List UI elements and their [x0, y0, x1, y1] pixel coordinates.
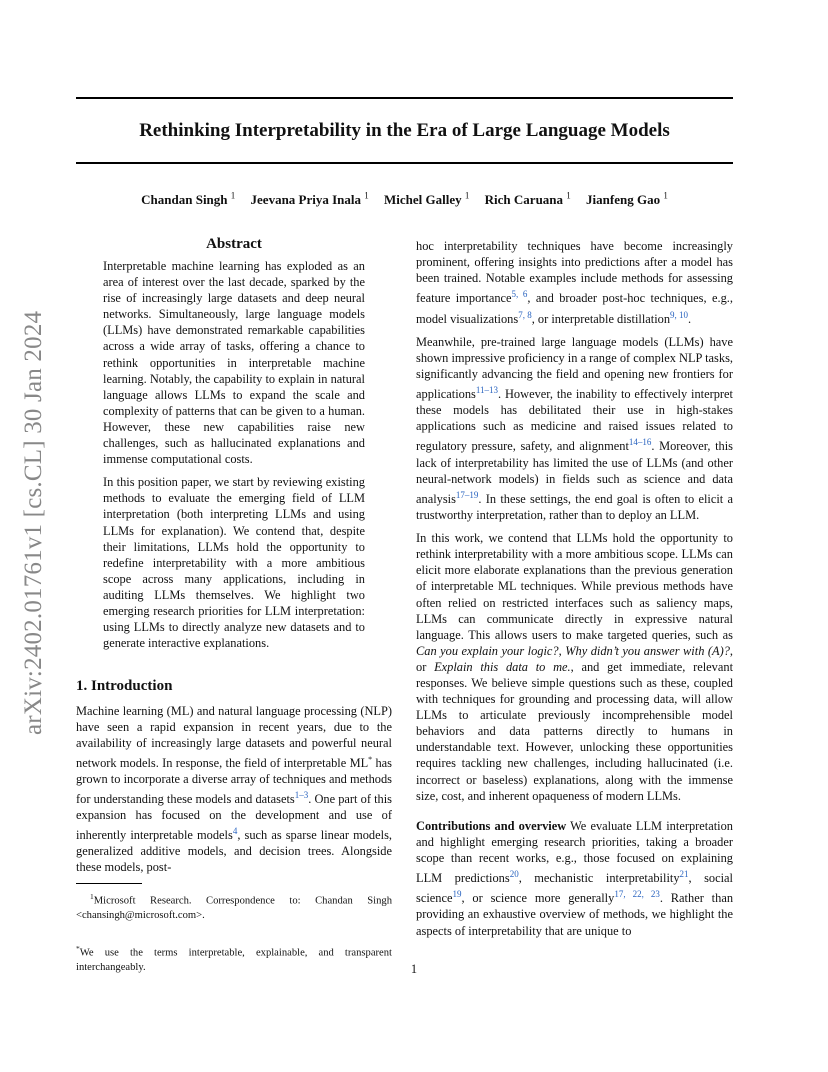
- author: Michel Galley $^1$: [384, 191, 470, 208]
- body-paragraph: Meanwhile, pre-trained large language models (LLMs) have shown impressive proficiency in a range of complex NLP tasks, significantly advancing the field and opening new frontiers for applications$^{11-13}$. However, the inability to effectively interpret these models has debilitated their use in high-stakes applications such as medicine and raised issues related to regulatory pressure, safety, and alignment$^{14-16}$. Moreover, this lack of interpretability has limited the use of LLMs (and other neural-network models) in fields such as science and data analysis$^{17-19}$. In these settings, the end goal is often to elicit a trustworthy interpretation, rather than to deploy an LLM.: [416, 334, 734, 523]
- citation-link[interactable]: 7, 8: [518, 309, 532, 320]
- citation-link[interactable]: 17, 22, 23: [614, 889, 660, 900]
- footnote-affiliation: $^1$Microsoft Research. Correspondence to: Chandan Singh <chansingh@microsoft.com>.: [76, 892, 392, 922]
- citation-link[interactable]: 5, 6: [511, 289, 528, 300]
- body-paragraph: Contributions and overview We evaluate LLM interpretation and highlight emerging research priorities, taking a broader scope than recent works, e.g., those focused on explaining LLM predictions$^{20}$, mechanistic interpretability$^{21}$, social science$^{19}$, or science more generally$^{17, 22, 23}$. Rather than providing an exhaustive overview of methods, we highlight the aspects of interpretability that are unique to: [416, 818, 734, 938]
- author: Chandan Singh $^1$: [141, 191, 236, 208]
- paragraph-heading: Contributions and overview: [416, 818, 567, 833]
- author: Rich Caruana $^1$: [484, 191, 571, 208]
- citation-link[interactable]: 14–16: [628, 437, 652, 448]
- right-column: [416, 238, 733, 946]
- left-column: [76, 236, 392, 883]
- title-rule-top: [76, 97, 733, 99]
- citation-link[interactable]: 21: [679, 869, 689, 879]
- page-number: 1: [410, 962, 418, 976]
- introduction: [76, 678, 392, 875]
- arxiv-identifier: [20, 295, 60, 735]
- author: Jeevana Priya Inala $^1$: [250, 191, 369, 208]
- arxiv-identifier-text: arXiv:2402.01761v1 [cs.CL] 30 Jan 2024: [20, 310, 47, 735]
- author: Jianfeng Gao $^1$: [586, 191, 668, 208]
- citation-link[interactable]: 1–3: [294, 789, 309, 800]
- title-rule-bottom: [76, 162, 733, 164]
- paper-title: Rethinking Interpretability in the Era of Large Language Models: [139, 120, 670, 141]
- citation-link[interactable]: 4: [232, 826, 238, 837]
- abstract-paragraph: Interpretable machine learning has exploded as an area of interest over the last decade, sparked by the rise of increasingly large datasets and deep neural networks. Simultaneously, large language models (LLMs) have demonstrated remarkable capabilities across a wide array of tasks, offering a chance to rethink opportunities in interpretable machine learning. Notably, the capability to explain in natural language allows LLMs to expand the scale and complexity of patterns that can be given to a human. However, these new capabilities raise new challenges, such as hallucinated explanations and immense computational costs.: [103, 259, 365, 467]
- abstract-paragraph: In this position paper, we start by reviewing existing methods to evaluate the emerging field of LLM interpretation (both interpreting LLMs and using LLMs for explanation). We contend that, despite their limitations, LLMs hold the opportunity to redefine interpretability with a more ambitious scope across many applications, including in auditing LLMs themselves. We highlight two emerging research priorities for LLM interpretation: using LLMs to directly analyze new datasets and to generate interactive explanations.: [103, 475, 365, 651]
- footnote-rule: [76, 883, 142, 884]
- abstract: [76, 236, 392, 651]
- author-list: [76, 191, 733, 208]
- citation-link[interactable]: 11–13: [475, 385, 499, 395]
- citation-link[interactable]: 20: [509, 869, 519, 879]
- body-paragraph: In this work, we contend that LLMs hold the opportunity to rethink interpretability with a more ambitious scope. LLMs can elicit more elaborate explanations than the previous generation of interpretable ML techniques. While previous methods have often relied on restricted interfaces such as saliency maps, LLMs can communicate directly in expressive natural language. This allows users to make targeted queries, such as Can you explain your logic?, Why didn’t you answer with (A)?, or Explain this data to me., and get immediate, relevant responses. We believe simple questions such as these, coupled with techniques for grounding and processing data, will allow LLMs to articulate previously incomprehensible model behaviors and data patterns directly to humans in understandable text. However, unlocking these opportunities requires tackling new challenges, including hallucinated (i.e. incorrect or baseless) explanations, along with the immense size, cost, and inherent opaqueness of modern LLMs.: [416, 531, 734, 803]
- citation-link[interactable]: 17–19: [455, 489, 479, 500]
- footnote-terms: *We use the terms interpretable, explainable, and transparent interchangeably.: [76, 944, 392, 974]
- abstract-heading: Abstract: [206, 236, 262, 252]
- section-heading: 1. Introduction: [76, 678, 173, 695]
- citation-link[interactable]: 19: [452, 889, 462, 900]
- citation-link[interactable]: 9, 10: [670, 309, 689, 320]
- body-paragraph: Machine learning (ML) and natural language processing (NLP) have seen a rapid expansion in recent years, due to the availability of increasingly large datasets and powerful neural network models. In response, the field of interpretable ML* has grown to incorporate a diverse array of techniques and methods for understanding these models and datasets$^{1-3}$. One part of this expansion has focused on the development and use of inherently interpretable models$^4$, such as sparse linear models, generalized additive models, and decision trees. Alongside these models, post-: [76, 704, 393, 875]
- body-paragraph: hoc interpretability techniques have become increasingly prominent, offering insights into predictions after a model has been trained. Notable examples include methods for assessing feature importance$^{5, 6}$, and broader post-hoc techniques, e.g., model visualizations$^{7, 8}$, or interpretable distillation$^{9, 10}$.: [416, 239, 734, 326]
